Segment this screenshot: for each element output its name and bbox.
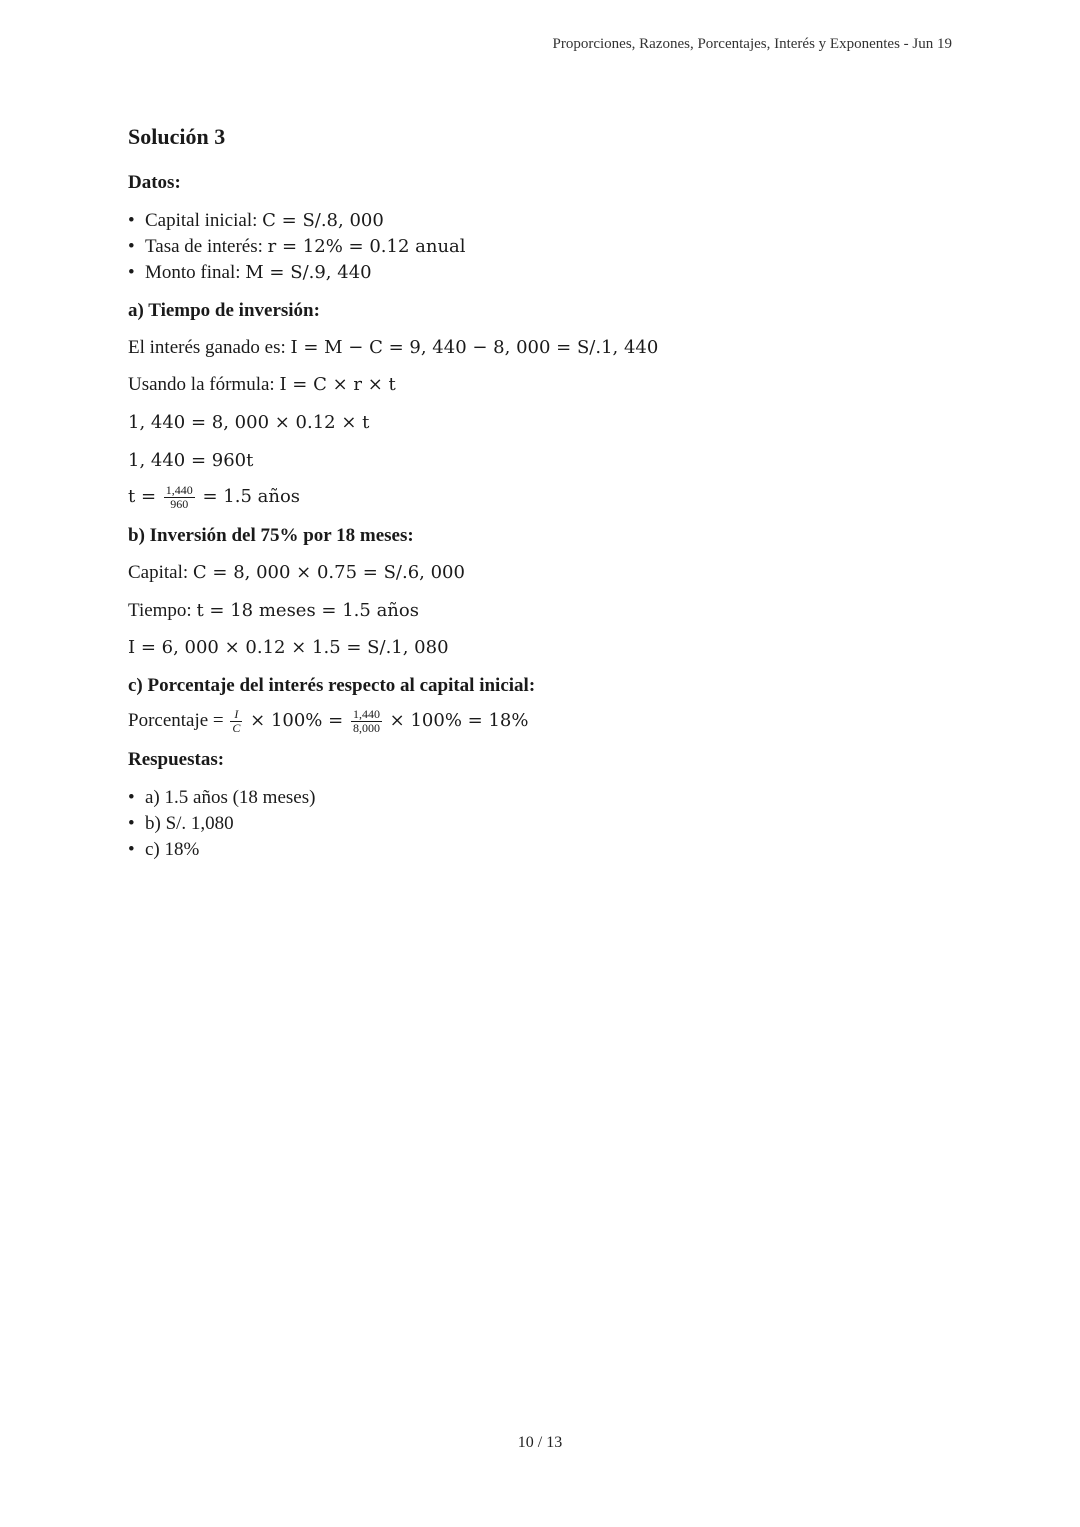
answers-list bbox=[128, 785, 315, 863]
part-c-percentage bbox=[128, 708, 528, 735]
fraction-numerator: 1,440 bbox=[352, 707, 380, 721]
page-number: 10 / 13 bbox=[517, 1434, 563, 1451]
solution-heading: Solución 3 bbox=[128, 124, 226, 149]
part-c-end: × 100% = 18% bbox=[383, 709, 529, 731]
datos-item bbox=[128, 260, 466, 286]
part-c-mid: × 100% = bbox=[244, 709, 349, 731]
part-b-time-math: t = 18 meses = 1.5 años bbox=[196, 600, 419, 621]
part-b-time bbox=[128, 600, 419, 622]
part-b-heading: b) Inversión del 75% por 18 meses: bbox=[128, 525, 414, 546]
part-c-fraction-1 bbox=[230, 708, 242, 735]
fraction-denominator: 8,000 bbox=[352, 721, 380, 735]
part-a-step3-rhs: = 1.5 años bbox=[196, 485, 301, 507]
part-a-interest bbox=[128, 337, 658, 359]
part-a-heading: a) Tiempo de inversión: bbox=[128, 300, 320, 321]
part-a-interest-label: El interés ganado es: bbox=[128, 337, 291, 358]
part-a-step3 bbox=[128, 484, 300, 511]
part-b-capital-label: Capital: bbox=[128, 562, 193, 583]
part-b-capital-math: C = 8, 000 × 0.75 = S/.6, 000 bbox=[192, 562, 465, 583]
part-b-time-label: Tiempo: bbox=[128, 600, 197, 621]
part-a-step3-lhs: t = bbox=[128, 485, 162, 507]
part-a-formula bbox=[128, 374, 396, 396]
datos-label: Datos: bbox=[128, 172, 181, 193]
part-a-formula-math: I = C × r × t bbox=[279, 374, 396, 395]
datos-item-math: M = S/.9, 440 bbox=[245, 262, 372, 283]
datos-list bbox=[128, 208, 466, 286]
answer-item: • b) S/. 1,080 bbox=[128, 811, 315, 837]
part-c-heading: c) Porcentaje del interés respecto al capital inicial: bbox=[128, 675, 536, 696]
page-header: Proporciones, Razones, Porcentajes, Interés y Exponentes - Jun 19 bbox=[552, 36, 952, 52]
fraction-denominator: 960 bbox=[170, 497, 189, 511]
answer-item: • c) 18% bbox=[128, 837, 315, 863]
datos-item-label: Capital inicial: bbox=[145, 210, 263, 231]
part-a-step1: 1, 440 = 8, 000 × 0.12 × t bbox=[128, 412, 370, 433]
part-c-label: Porcentaje = bbox=[128, 709, 229, 731]
part-a-step2: 1, 440 = 960t bbox=[128, 450, 254, 471]
fraction-numerator: I bbox=[230, 708, 242, 722]
datos-item bbox=[128, 208, 466, 234]
part-a-interest-math: I = M − C = 9, 440 − 8, 000 = S/.1, 440 bbox=[290, 337, 659, 358]
fraction-numerator: 1,440 bbox=[165, 483, 193, 497]
fraction-denominator: C bbox=[232, 721, 241, 735]
answer-item: • a) 1.5 años (18 meses) bbox=[128, 785, 315, 811]
datos-item-math: C = S/.8, 000 bbox=[262, 210, 384, 231]
part-b-interest: I = 6, 000 × 0.12 × 1.5 = S/.1, 080 bbox=[128, 637, 449, 658]
datos-item bbox=[128, 234, 466, 260]
part-c-fraction-2 bbox=[351, 708, 382, 735]
datos-item-label: Monto final: bbox=[145, 262, 246, 283]
part-b-capital bbox=[128, 562, 465, 584]
datos-item-math: r = 12% = 0.12 anual bbox=[267, 236, 466, 257]
part-a-fraction bbox=[164, 484, 195, 511]
part-a-formula-label: Usando la fórmula: bbox=[128, 374, 280, 395]
answers-label: Respuestas: bbox=[128, 749, 225, 770]
datos-item-label: Tasa de interés: bbox=[145, 236, 268, 257]
